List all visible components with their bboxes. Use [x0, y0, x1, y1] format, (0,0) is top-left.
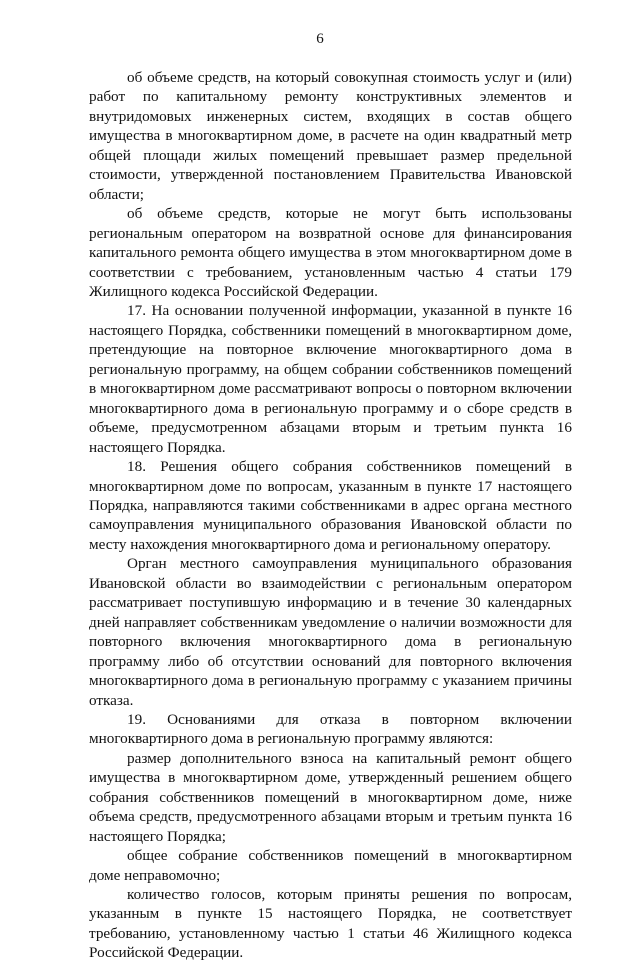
page-number: 6 [316, 31, 324, 47]
paragraph-cost-excess: об объеме средств, на который совокупная стоимость услуг и (или) работ по капитальному ремонту конструктивных элементов и внутридомовых инженерных систем, входящих в состав общего имущества в многоквартирном доме, в расчете на один квадратный метр общей площади жилых помещений превышает размер предельной стоимости, утвержденной постановлением Правительства Ивановской области; [89, 69, 572, 203]
paragraph-item-18: 18. Решения общего собрания собственников помещений в многоквартирном доме по вопросам, указанным в пункте 17 настоящего Порядка, направляются такими собственниками в адрес органа местного самоуправления муниципального образования Ивановской области по месту нахождения многоквартирного дома и региональному оператору. [89, 458, 572, 553]
paragraph-non-returnable-funds: об объеме средств, которые не могут быть использованы региональным оператором на возвратной основе для финансирования капитального ремонта общего имущества в этом многоквартирном доме в соответствии с требованием, установленным частью 4 статьи 179 Жилищного кодекса Российской Федерации. [89, 205, 572, 300]
paragraph-local-authority: Орган местного самоуправления муниципального образования Ивановской области во взаимодействии с региональным оператором рассматривает поступившую информацию и в течение 30 календарных дней направляет собственникам уведомление о наличии возможности для повторного включения многоквартирного дома в региональную программу либо об отсутствии оснований для повторного включения многоквартирного дома в региональную программу с указанием причины отказа. [89, 555, 572, 709]
document-body [89, 68, 572, 963]
paragraph-item-19: 19. Основаниями для отказа в повторном включении многоквартирного дома в региональную программу являются: [89, 710, 572, 748]
paragraph-refusal-quorum: общее собрание собственников помещений в многоквартирном доме неправомочно; [89, 847, 572, 884]
paragraph-refusal-votes: количество голосов, которым приняты решения по вопросам, указанным в пункте 15 настоящего Порядка, не соответствует требованию, установленному частью 1 статьи 46 Жилищного кодекса Российской Федерации. [89, 886, 572, 962]
paragraph-item-17: 17. На основании полученной информации, указанной в пункте 16 настоящего Порядка, собственники помещений в многоквартирном доме, претендующие на повторное включение многоквартирного дома в региональную программу, на общем собрании собственников помещений в многоквартирном доме рассматривают вопросы о повторном включении многоквартирного дома в региональную программу и о сборе средств в объеме, предусмотренном абзацами вторым и третьим пункта 16 настоящего Порядка. [89, 302, 572, 456]
paragraph-refusal-contribution: размер дополнительного взноса на капитальный ремонт общего имущества в многоквартирном доме, утвержденный решением общего собрания собственников помещений в многоквартирном доме, ниже объема средств, предусмотренного абзацами вторым и третьим пункта 16 настоящего Порядка; [89, 749, 572, 845]
